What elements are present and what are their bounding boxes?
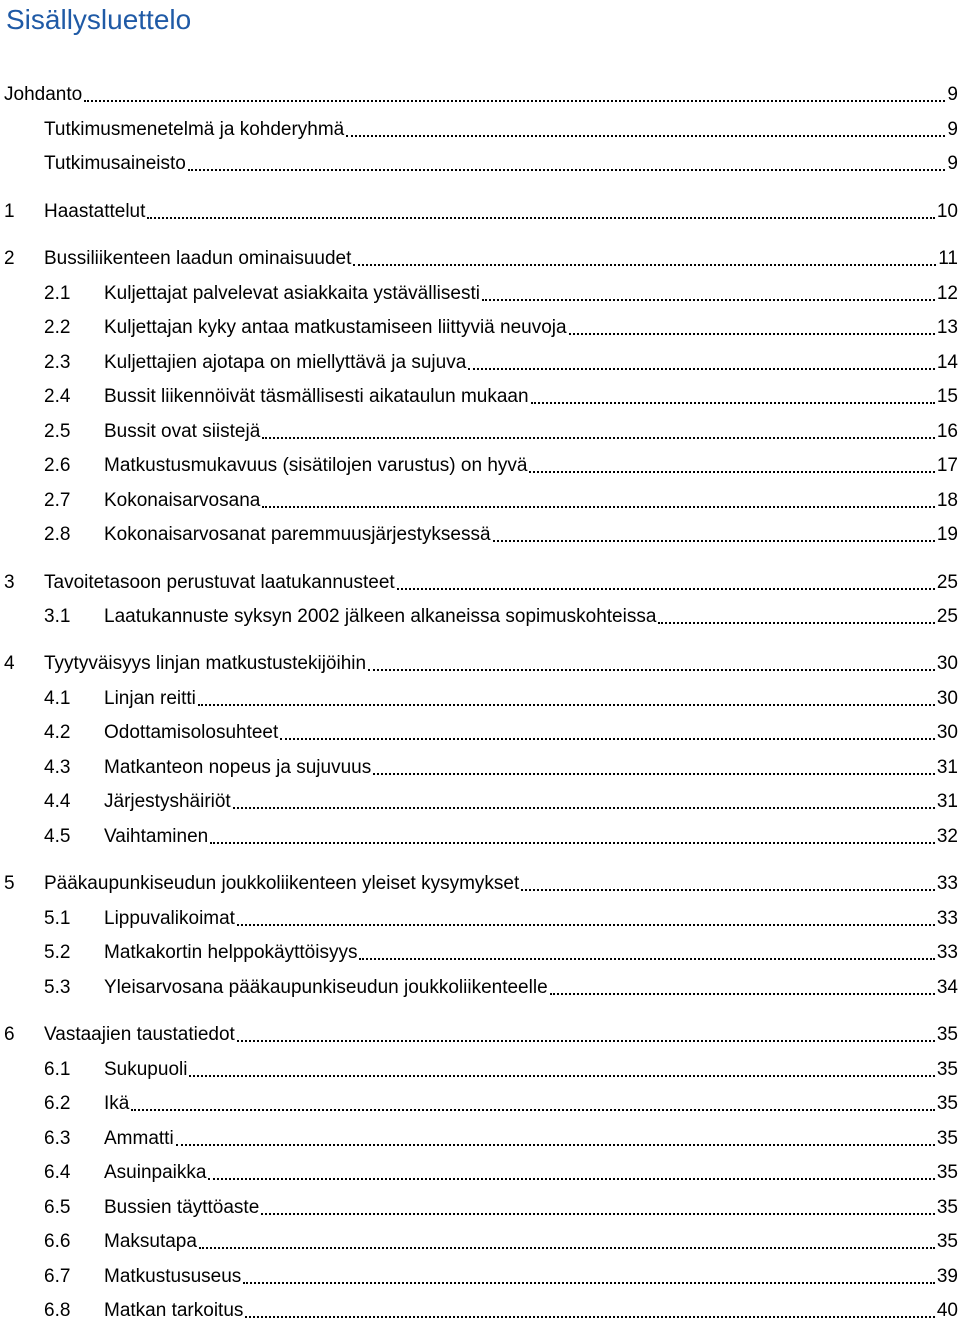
- toc-entry-title: Matkustusmukavuus (sisätilojen varustus) on hyvä: [104, 455, 528, 476]
- toc-dot-leader: [550, 993, 935, 995]
- toc-entry-page-number: 31: [936, 757, 958, 778]
- toc-entry-page-number: 35: [936, 1093, 958, 1114]
- toc-entry-number: 3.1: [44, 606, 71, 627]
- toc-entry[interactable]: [44, 313, 958, 339]
- toc-entry-page-number: 33: [936, 873, 958, 894]
- toc-entry-number: 2.1: [44, 283, 71, 304]
- toc-dot-leader: [237, 1040, 935, 1042]
- toc-entry[interactable]: [44, 451, 958, 477]
- toc-entry-page-number: 31: [936, 791, 958, 812]
- toc-entry[interactable]: [4, 568, 958, 594]
- toc-entry-number: 6.6: [44, 1231, 71, 1252]
- toc-entry-title: Matkakortin helppokäyttöisyys: [104, 942, 358, 963]
- toc-entry[interactable]: [44, 1296, 958, 1322]
- toc-entry-number: 2.3: [44, 352, 71, 373]
- toc-entry-number: 6.7: [44, 1266, 71, 1287]
- toc-dot-leader: [147, 217, 934, 219]
- toc-dot-leader: [199, 1247, 935, 1249]
- toc-entry-title: Asuinpaikka: [104, 1162, 207, 1183]
- toc-entry-number: 3: [4, 572, 15, 593]
- toc-entry-title: Matkanteon nopeus ja sujuvuus: [104, 757, 372, 778]
- toc-entry-title: Tyytyväisyys linjan matkustustekijöihin: [44, 653, 367, 674]
- toc-entry-title: Vaihtaminen: [104, 826, 209, 847]
- toc-dot-leader: [468, 368, 935, 370]
- toc-dot-leader: [198, 704, 935, 706]
- toc-entry[interactable]: [44, 684, 958, 710]
- toc-entry[interactable]: [44, 382, 958, 408]
- toc-entry-page-number: 19: [936, 524, 958, 545]
- toc-entry-page-number: 9: [947, 153, 958, 174]
- toc-entry[interactable]: [44, 520, 958, 546]
- toc-entry-page-number: 16: [936, 421, 958, 442]
- toc-entry-page-number: 10: [936, 201, 958, 222]
- toc-dot-leader: [368, 669, 935, 671]
- toc-entry-page-number: 35: [936, 1128, 958, 1149]
- toc-entry-title: Bussien täyttöaste: [104, 1197, 260, 1218]
- toc-entry[interactable]: [4, 197, 958, 223]
- toc-entry-title: Haastattelut: [44, 201, 146, 222]
- toc-entry-number: 6: [4, 1024, 15, 1045]
- toc-entry-title: Ammatti: [104, 1128, 174, 1149]
- toc-entry-title: Tavoitetasoon perustuvat laatukannusteet: [44, 572, 395, 593]
- toc-entry-title: Järjestyshäiriöt: [104, 791, 231, 812]
- toc-entry-page-number: 35: [936, 1162, 958, 1183]
- toc-entry[interactable]: [4, 649, 958, 675]
- toc-entry-title: Bussiliikenteen laadun ominaisuudet: [44, 248, 352, 269]
- toc-entry-title: Kuljettajat palvelevat asiakkaita ystävällisesti: [104, 283, 480, 304]
- toc-entry-number: 2.5: [44, 421, 71, 442]
- toc-entry-page-number: 9: [947, 84, 958, 105]
- toc-entry-title: Matkustususeus: [104, 1266, 242, 1287]
- toc-entry-number: 5.1: [44, 908, 71, 929]
- toc-dot-leader: [237, 924, 935, 926]
- toc-dot-leader: [176, 1144, 935, 1146]
- toc-entry-number: 4.3: [44, 757, 71, 778]
- toc-entry[interactable]: [44, 115, 958, 141]
- toc-dot-leader: [359, 958, 934, 960]
- toc-entry-page-number: 35: [936, 1231, 958, 1252]
- toc-entry-title: Odottamisolosuhteet: [104, 722, 279, 743]
- toc-entry-page-number: 39: [936, 1266, 958, 1287]
- toc-entry-number: 6.5: [44, 1197, 71, 1218]
- toc-entry-title: Kuljettajien ajotapa on miellyttävä ja sujuva: [104, 352, 467, 373]
- toc-entry[interactable]: [44, 753, 958, 779]
- toc-dot-leader: [531, 402, 935, 404]
- toc-entry-page-number: 34: [936, 977, 958, 998]
- toc-entry-title: Johdanto: [4, 84, 83, 105]
- toc-entry-number: 2.7: [44, 490, 71, 511]
- toc-entry[interactable]: [44, 938, 958, 964]
- toc-entry-number: 5.3: [44, 977, 71, 998]
- toc-entry[interactable]: [44, 1055, 958, 1081]
- toc-entry-number: 2.2: [44, 317, 71, 338]
- toc-dot-leader: [529, 471, 934, 473]
- toc-entry-title: Matkan tarkoitus: [104, 1300, 244, 1321]
- page-title: Sisällysluettelo: [6, 4, 192, 35]
- toc-entry-page-number: 33: [936, 942, 958, 963]
- toc-entry-page-number: 13: [936, 317, 958, 338]
- toc-entry[interactable]: [44, 1193, 958, 1219]
- toc-entry[interactable]: [4, 869, 958, 895]
- toc-entry-page-number: 30: [936, 653, 958, 674]
- toc-entry-page-number: 9: [947, 119, 958, 140]
- toc-entry[interactable]: [44, 1158, 958, 1184]
- toc-entry-page-number: 33: [936, 908, 958, 929]
- toc-dot-leader: [245, 1316, 934, 1318]
- toc-entry[interactable]: [44, 602, 958, 628]
- toc-dot-leader: [131, 1109, 935, 1111]
- toc-entry-title: Laatukannuste syksyn 2002 jälkeen alkaneissa sopimuskohteissa: [104, 606, 657, 627]
- toc-dot-leader: [262, 437, 935, 439]
- toc-entry-title: Kokonaisarvosana: [104, 490, 261, 511]
- toc-entry-number: 2.4: [44, 386, 71, 407]
- toc-entry-number: 4.5: [44, 826, 71, 847]
- toc-dot-leader: [233, 807, 935, 809]
- toc-entry[interactable]: [44, 1089, 958, 1115]
- toc-dot-leader: [188, 169, 946, 171]
- toc-entry-number: 6.4: [44, 1162, 71, 1183]
- toc-entry-page-number: 25: [936, 606, 958, 627]
- toc-entry[interactable]: [44, 787, 958, 813]
- toc-entry-number: 6.2: [44, 1093, 71, 1114]
- toc-entry-page-number: 35: [936, 1197, 958, 1218]
- toc-dot-leader: [189, 1075, 934, 1077]
- toc-dot-leader: [243, 1282, 935, 1284]
- toc-entry-title: Ikä: [104, 1093, 130, 1114]
- toc-entry-number: 6.8: [44, 1300, 71, 1321]
- toc-entry-page-number: 17: [936, 455, 958, 476]
- toc-entry-number: 4.4: [44, 791, 71, 812]
- toc-entry-title: Linjan reitti: [104, 688, 196, 709]
- toc-dot-leader: [210, 842, 935, 844]
- toc-entry[interactable]: [44, 822, 958, 848]
- toc-dot-leader: [261, 1213, 935, 1215]
- toc-dot-leader: [280, 738, 935, 740]
- toc-entry-number: 6.1: [44, 1059, 71, 1080]
- toc-dot-leader: [208, 1178, 934, 1180]
- toc-entry-title: Kuljettajan kyky antaa matkustamiseen liittyviä neuvoja: [104, 317, 567, 338]
- toc-entry-page-number: 40: [936, 1300, 958, 1321]
- toc-entry[interactable]: [44, 1124, 958, 1150]
- toc-entry[interactable]: [44, 1227, 958, 1253]
- toc-entry-number: 6.3: [44, 1128, 71, 1149]
- toc-dot-leader: [493, 540, 935, 542]
- toc-entry-number: 4.2: [44, 722, 71, 743]
- toc-dot-leader: [84, 100, 945, 102]
- toc-entry-title: Maksutapa: [104, 1231, 197, 1252]
- toc-entry-title: Vastaajien taustatiedot: [44, 1024, 235, 1045]
- toc-entry-page-number: 30: [936, 688, 958, 709]
- toc-entry[interactable]: [44, 348, 958, 374]
- toc-entry-page-number: 15: [936, 386, 958, 407]
- toc-entry-title: Tutkimusmenetelmä ja kohderyhmä: [44, 119, 345, 140]
- toc-entry-title: Bussit liikennöivät täsmällisesti aikataulun mukaan: [104, 386, 529, 407]
- toc-entry-page-number: 32: [936, 826, 958, 847]
- toc-entry-number: 2.8: [44, 524, 71, 545]
- toc-dot-leader: [521, 889, 935, 891]
- toc-entry[interactable]: [4, 80, 958, 106]
- toc-entry[interactable]: [44, 486, 958, 512]
- toc-entry-title: Tutkimusaineisto: [44, 153, 186, 174]
- toc-entry-title: Pääkaupunkiseudun joukkoliikenteen yleiset kysymykset: [44, 873, 520, 894]
- toc-entry-number: 5.2: [44, 942, 71, 963]
- toc-entry-page-number: 35: [936, 1024, 958, 1045]
- toc-entry-title: Kokonaisarvosanat paremmuusjärjestyksessä: [104, 524, 491, 545]
- toc-dot-leader: [569, 333, 935, 335]
- toc-entry[interactable]: [44, 417, 958, 443]
- toc-dot-leader: [353, 264, 936, 266]
- toc-entry-page-number: 35: [936, 1059, 958, 1080]
- toc-entry-title: Sukupuoli: [104, 1059, 188, 1080]
- toc-entry[interactable]: [4, 1020, 958, 1046]
- toc-dot-leader: [373, 773, 935, 775]
- toc-entry[interactable]: [44, 973, 958, 999]
- toc-dot-leader: [346, 135, 945, 137]
- toc-entry-page-number: 11: [938, 248, 958, 269]
- toc-entry[interactable]: [44, 904, 958, 930]
- toc-entry-title: Yleisarvosana pääkaupunkiseudun joukkoliikenteelle: [104, 977, 548, 998]
- toc-entry-page-number: 18: [936, 490, 958, 511]
- toc-dot-leader: [262, 506, 935, 508]
- toc-entry-page-number: 30: [936, 722, 958, 743]
- toc-dot-leader: [658, 622, 934, 624]
- toc-entry-number: 2: [4, 248, 15, 269]
- toc-dot-leader: [397, 588, 935, 590]
- toc-entry-number: 1: [4, 201, 15, 222]
- toc-entry-page-number: 14: [936, 352, 958, 373]
- toc-entry-number: 5: [4, 873, 15, 894]
- toc-entry[interactable]: [44, 1262, 958, 1288]
- toc-entry-number: 4: [4, 653, 15, 674]
- toc-entry[interactable]: [44, 279, 958, 305]
- toc-entry-title: Lippuvalikoimat: [104, 908, 235, 929]
- toc-entry-number: 2.6: [44, 455, 71, 476]
- toc-dot-leader: [482, 299, 935, 301]
- toc-entry-number: 4.1: [44, 688, 71, 709]
- toc-entry-title: Bussit ovat siistejä: [104, 421, 261, 442]
- toc-entry[interactable]: [44, 718, 958, 744]
- toc-entry-page-number: 25: [936, 572, 958, 593]
- toc-entry-page-number: 12: [936, 283, 958, 304]
- toc-entry[interactable]: [44, 149, 958, 175]
- toc-entry[interactable]: [4, 244, 958, 270]
